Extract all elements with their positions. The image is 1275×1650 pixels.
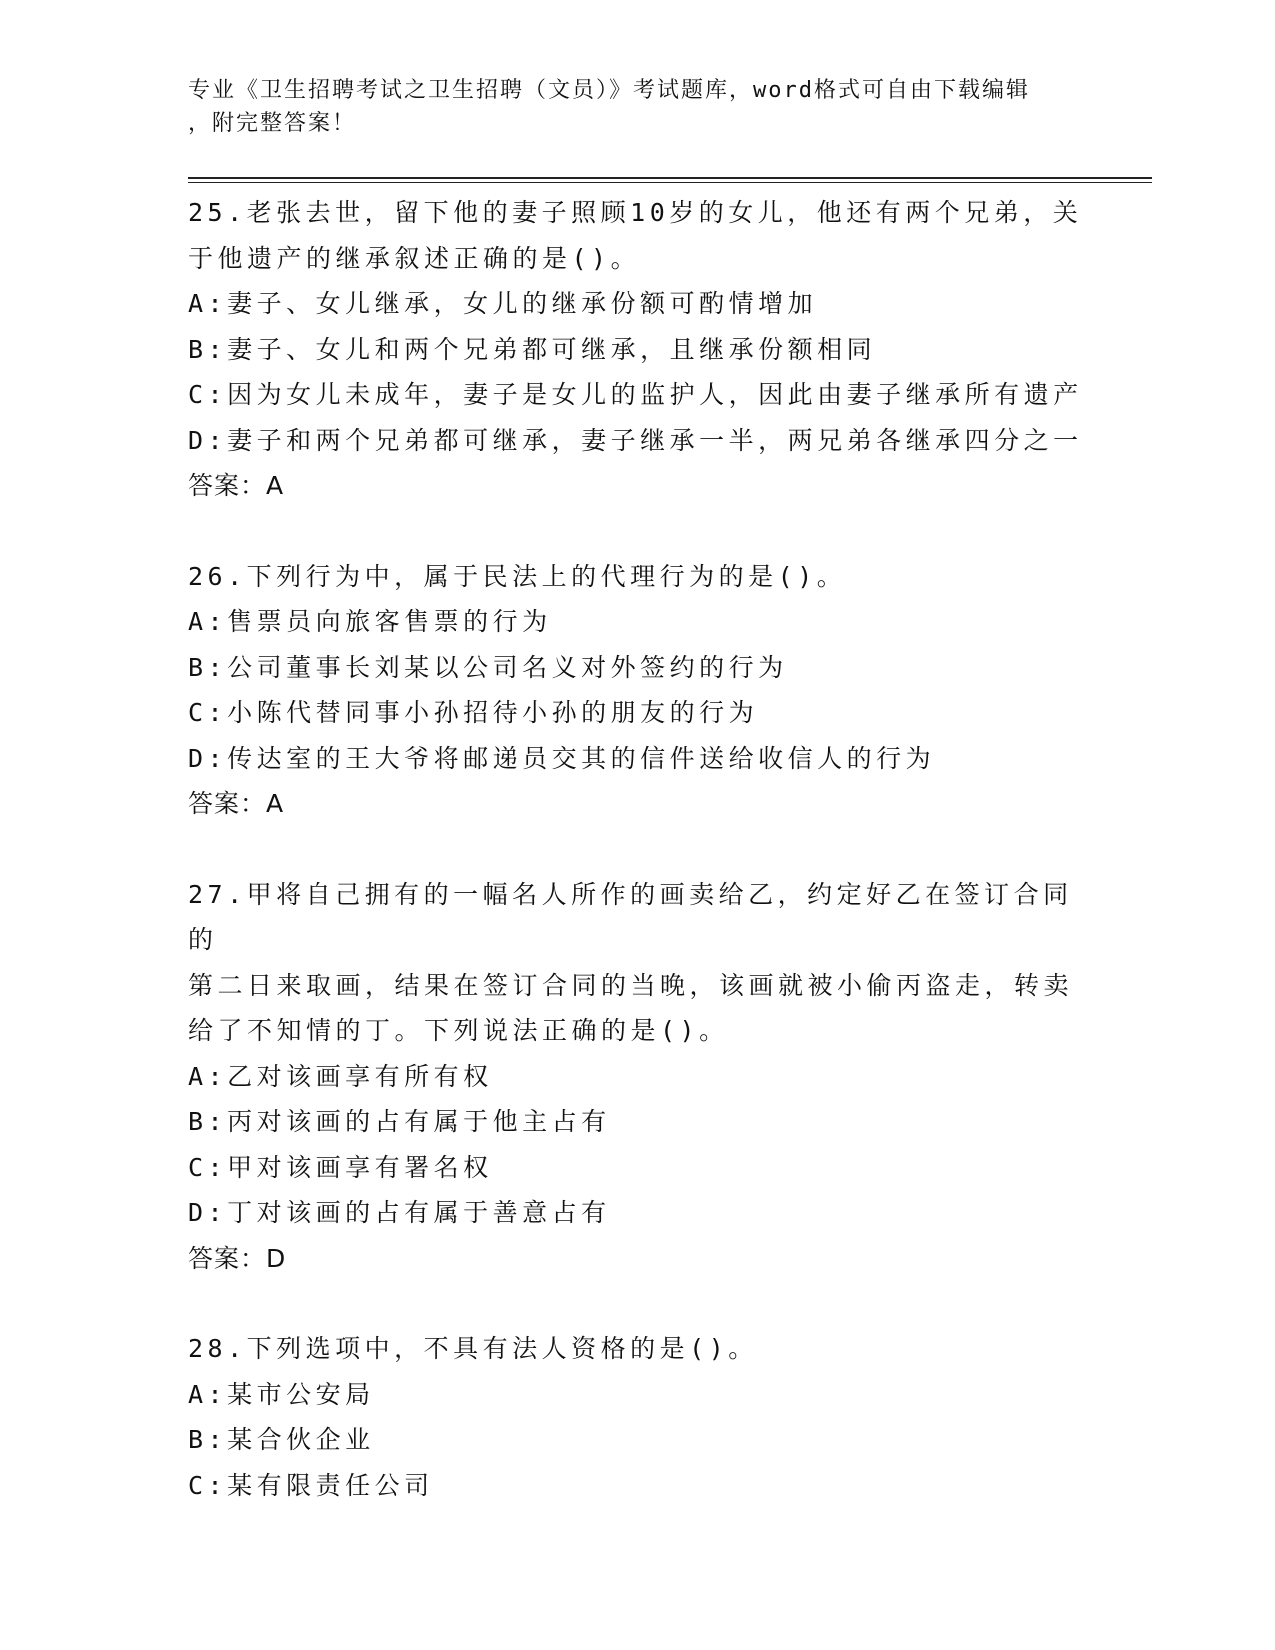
question-stem-line: 第二日来取画，结果在签订合同的当晚，该画就被小偷丙盗走，转卖 bbox=[188, 970, 1074, 1000]
question-stem-line: 26.下列行为中，属于民法上的代理行为的是()。 bbox=[188, 561, 847, 591]
spacer bbox=[188, 1281, 1088, 1326]
option-c: C:小陈代替同事小孙招待小孙的朋友的行为 bbox=[188, 698, 759, 727]
question-25 bbox=[188, 190, 1088, 509]
question-stem-line: 28.下列选项中，不具有法人资格的是()。 bbox=[188, 1334, 758, 1363]
answer-label: 答案：A bbox=[188, 789, 285, 818]
spacer bbox=[188, 509, 1088, 554]
option-d: D:传达室的王大爷将邮递员交其的信件送给收信人的行为 bbox=[188, 743, 936, 773]
header-divider-thick bbox=[188, 177, 1152, 179]
header-line-1: 专业《卫生招聘考试之卫生招聘（文员）》考试题库，word格式可自由下载编辑 bbox=[188, 78, 1030, 103]
question-stem-line: 给了不知情的丁。下列说法正确的是()。 bbox=[188, 1016, 729, 1045]
header-line-2: ，附完整答案！ bbox=[188, 111, 357, 136]
answer-label: 答案：D bbox=[188, 1243, 287, 1273]
option-d: D:妻子和两个兄弟都可继承，妻子继承一半，两兄弟各继承四分之一 bbox=[188, 425, 1083, 455]
question-stem-line: 25.老张去世，留下他的妻子照顾10岁的女儿，他还有两个兄弟，关 bbox=[188, 198, 1083, 227]
question-28 bbox=[188, 1326, 1088, 1508]
option-a: A:售票员向旅客售票的行为 bbox=[188, 607, 552, 636]
option-a: A:乙对该画享有所有权 bbox=[188, 1061, 493, 1091]
document-header bbox=[188, 74, 1068, 140]
question-27 bbox=[188, 872, 1088, 1282]
option-b: B:丙对该画的占有属于他主占有 bbox=[188, 1107, 611, 1136]
option-c: C:因为女儿未成年，妻子是女儿的监护人，因此由妻子继承所有遗产 bbox=[188, 380, 1083, 409]
answer-label: 答案：A bbox=[188, 471, 285, 500]
option-a: A:某市公安局 bbox=[188, 1379, 375, 1409]
option-c: C:某有限责任公司 bbox=[188, 1470, 434, 1500]
question-list bbox=[188, 190, 1088, 1508]
option-d: D:丁对该画的占有属于善意占有 bbox=[188, 1198, 611, 1227]
spacer bbox=[188, 827, 1088, 872]
option-c: C:甲对该画享有署名权 bbox=[188, 1152, 493, 1182]
header-divider-thin bbox=[188, 182, 1152, 183]
option-b: B:某合伙企业 bbox=[188, 1425, 375, 1454]
question-stem-line: 27.甲将自己拥有的一幅名人所作的画卖给乙，约定好乙在签订合同的 bbox=[188, 879, 1073, 954]
option-a: A:妻子、女儿继承，女儿的继承份额可酌情增加 bbox=[188, 289, 818, 318]
question-stem-line: 于他遗产的继承叙述正确的是()。 bbox=[188, 243, 641, 273]
option-b: B:公司董事长刘某以公司名义对外签约的行为 bbox=[188, 652, 788, 682]
question-26 bbox=[188, 554, 1088, 827]
option-b: B:妻子、女儿和两个兄弟都可继承，且继承份额相同 bbox=[188, 334, 877, 364]
